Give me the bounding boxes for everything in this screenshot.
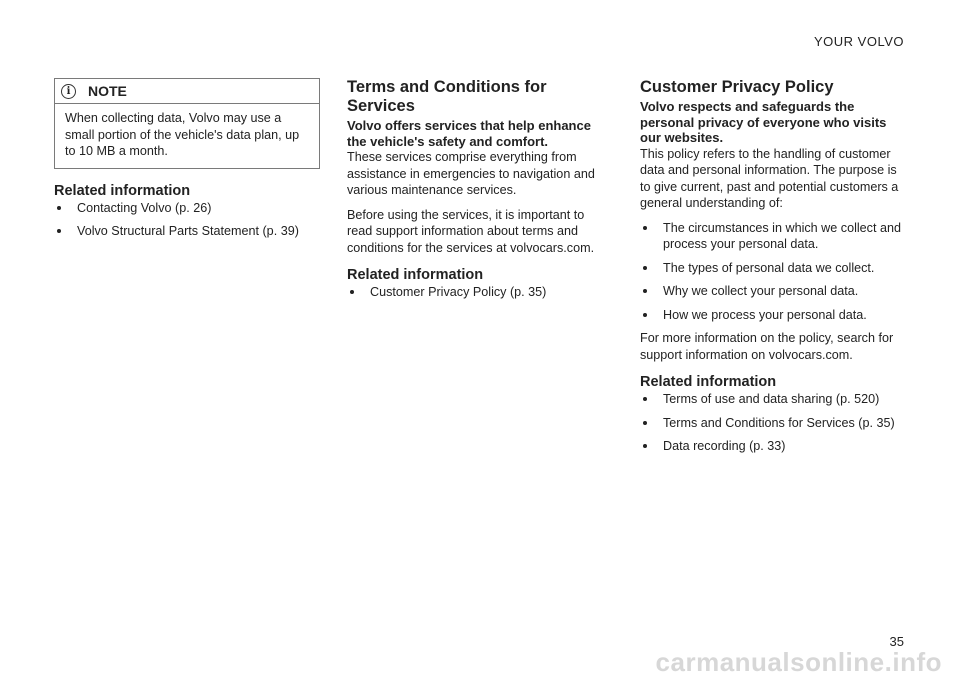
column-right (640, 78, 908, 462)
terms-paragraph-1: These services comprise everything from assistance in emergencies to navigation and various maintenance services. (347, 150, 595, 197)
list-item: How we process your personal data. (640, 307, 908, 324)
related-link-terms-and-conditions[interactable]: Terms and Conditions for Services (p. 35) (640, 415, 908, 432)
section-header: YOUR VOLVO (813, 34, 904, 49)
info-icon: i (61, 84, 76, 99)
note-box (54, 78, 320, 169)
related-list (640, 391, 908, 455)
page-number: 35 (889, 634, 904, 649)
privacy-outro: For more information on the policy, search for support information on volvocars.com. (640, 331, 894, 362)
column-middle (347, 78, 609, 308)
privacy-intro: This policy refers to the handling of customer data and personal information. The purpose is to give current, past and potential customers a general understanding of: (640, 146, 899, 210)
terms-lead: Volvo offers services that help enhance the vehicle's safety and comfort. (347, 118, 591, 149)
related-information-heading: Related information (347, 267, 484, 283)
related-list (347, 284, 609, 301)
note-text: When collecting data, Volvo may use a small portion of the vehicle's data plan, up to 10 MB a month. (65, 111, 300, 158)
related-link-customer-privacy-policy[interactable]: Customer Privacy Policy (p. 35) (347, 284, 609, 301)
related-information-heading: Related information (54, 182, 191, 199)
privacy-title: Customer Privacy Policy (640, 78, 834, 96)
related-link-structural-parts[interactable]: Volvo Structural Parts Statement (p. 39) (54, 223, 320, 240)
column-left (54, 78, 320, 247)
related-information-heading: Related information (640, 374, 777, 390)
list-item: The circumstances in which we collect and process your personal data. (640, 220, 908, 253)
watermark: carmanualsonline.info (655, 647, 942, 677)
list-item: Why we collect your personal data. (640, 283, 908, 300)
terms-paragraph-2: Before using the services, it is important to read support information about terms and conditions for the services at volvocars.com. (347, 207, 595, 255)
list-item: The types of personal data we collect. (640, 260, 908, 277)
terms-title: Terms and Conditions for Services (347, 78, 547, 115)
privacy-lead: Volvo respects and safeguards the personal privacy of everyone who visits our websites. (640, 99, 887, 145)
related-link-data-recording[interactable]: Data recording (p. 33) (640, 438, 908, 455)
related-link-terms-of-use[interactable]: Terms of use and data sharing (p. 520) (640, 391, 908, 408)
note-header (55, 79, 319, 104)
related-link-contacting-volvo[interactable]: Contacting Volvo (p. 26) (54, 200, 320, 217)
privacy-bullets (640, 220, 908, 324)
related-list (54, 200, 320, 240)
note-title: NOTE (88, 83, 127, 99)
